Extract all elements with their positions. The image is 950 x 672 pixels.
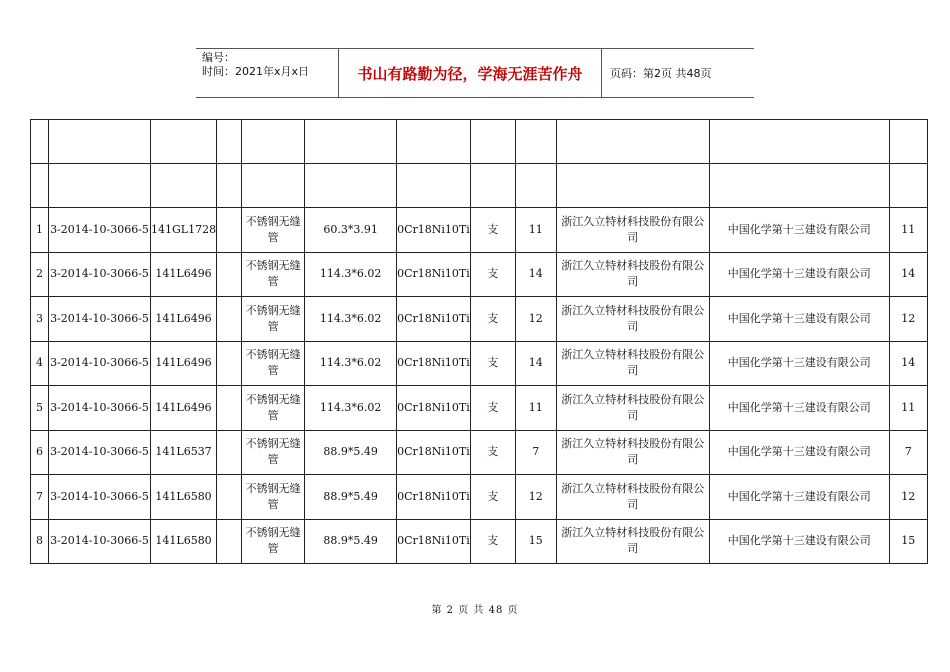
empty-cell-cell <box>217 475 242 520</box>
quantity-cell: 11 <box>515 386 556 431</box>
quantity-cell: 11 <box>515 208 556 253</box>
material-cell: 0Cr18Ni10Ti <box>397 519 471 564</box>
project-code-cell: 3-2014-10-3066-5 <box>49 297 151 342</box>
total-cell: 7 <box>889 430 927 475</box>
spec-cell: 114.3*6.02 <box>305 297 397 342</box>
row-number-cell: 8 <box>31 519 49 564</box>
project-code-cell: 3-2014-10-3066-5 <box>49 341 151 386</box>
material-cell: 0Cr18Ni10Ti <box>397 208 471 253</box>
row-number-cell: 2 <box>31 252 49 297</box>
project-code-cell: 3-2014-10-3066-5 <box>49 386 151 431</box>
project-code-cell: 3-2014-10-3066-5 <box>49 208 151 253</box>
unit-cell: 支 <box>470 341 515 386</box>
unit-cell: 支 <box>470 297 515 342</box>
table-row <box>31 475 928 520</box>
empty-cell-cell <box>217 386 242 431</box>
header-motto: 书山有路勤为径，学海无涯苦作舟 <box>357 64 583 83</box>
product-name-cell: 不锈钢无缝管 <box>242 252 305 297</box>
header-row-empty <box>31 120 928 164</box>
table-row <box>31 386 928 431</box>
table-row <box>31 519 928 564</box>
empty-cell-cell <box>217 252 242 297</box>
manufacturer-cell: 浙江久立特材科技股份有限公司 <box>556 252 709 297</box>
builder-cell: 中国化学第十三建设有限公司 <box>709 386 889 431</box>
quantity-cell: 12 <box>515 475 556 520</box>
unit-cell: 支 <box>470 475 515 520</box>
unit-cell: 支 <box>470 386 515 431</box>
builder-cell: 中国化学第十三建设有限公司 <box>709 341 889 386</box>
quantity-cell: 14 <box>515 341 556 386</box>
batch-number-cell: 141L6496 <box>151 297 217 342</box>
page-footer: 第 2 页 共 48 页 <box>431 605 519 616</box>
row-number-cell: 6 <box>31 430 49 475</box>
material-cell: 0Cr18Ni10Ti <box>397 341 471 386</box>
header-meta <box>202 51 309 79</box>
quantity-cell: 14 <box>515 252 556 297</box>
total-cell: 11 <box>889 386 927 431</box>
table-row <box>31 341 928 386</box>
quantity-cell: 15 <box>515 519 556 564</box>
product-name-cell: 不锈钢无缝管 <box>242 519 305 564</box>
product-name-cell: 不锈钢无缝管 <box>242 341 305 386</box>
total-cell: 14 <box>889 341 927 386</box>
material-cell: 0Cr18Ni10Ti <box>397 386 471 431</box>
table-row <box>31 297 928 342</box>
manufacturer-cell: 浙江久立特材科技股份有限公司 <box>556 430 709 475</box>
product-name-cell: 不锈钢无缝管 <box>242 386 305 431</box>
unit-cell: 支 <box>470 208 515 253</box>
material-cell: 0Cr18Ni10Ti <box>397 475 471 520</box>
total-cell: 12 <box>889 297 927 342</box>
product-name-cell: 不锈钢无缝管 <box>242 297 305 342</box>
project-code-cell: 3-2014-10-3066-5 <box>49 519 151 564</box>
spec-cell: 88.9*5.49 <box>305 475 397 520</box>
material-cell: 0Cr18Ni10Ti <box>397 430 471 475</box>
builder-cell: 中国化学第十三建设有限公司 <box>709 252 889 297</box>
table-row <box>31 252 928 297</box>
material-cell: 0Cr18Ni10Ti <box>397 252 471 297</box>
unit-cell: 支 <box>470 430 515 475</box>
manufacturer-cell: 浙江久立特材科技股份有限公司 <box>556 386 709 431</box>
manufacturer-cell: 浙江久立特材科技股份有限公司 <box>556 475 709 520</box>
empty-cell-cell <box>217 430 242 475</box>
number-label: 编号： <box>202 51 235 64</box>
empty-cell-cell <box>217 519 242 564</box>
material-cell: 0Cr18Ni10Ti <box>397 297 471 342</box>
batch-number-cell: 141L6580 <box>151 475 217 520</box>
unit-cell: 支 <box>470 519 515 564</box>
manufacturer-cell: 浙江久立特材科技股份有限公司 <box>556 519 709 564</box>
batch-number-cell: 141L6537 <box>151 430 217 475</box>
spec-cell: 60.3*3.91 <box>305 208 397 253</box>
spec-cell: 88.9*5.49 <box>305 519 397 564</box>
row-number-cell: 3 <box>31 297 49 342</box>
batch-number-cell: 141L6496 <box>151 341 217 386</box>
builder-cell: 中国化学第十三建设有限公司 <box>709 297 889 342</box>
document-header <box>196 48 754 98</box>
header-page-label: 页码：第2页 共48页 <box>610 67 712 80</box>
total-cell: 11 <box>889 208 927 253</box>
spec-cell: 88.9*5.49 <box>305 430 397 475</box>
product-name-cell: 不锈钢无缝管 <box>242 475 305 520</box>
manufacturer-cell: 浙江久立特材科技股份有限公司 <box>556 341 709 386</box>
project-code-cell: 3-2014-10-3066-5 <box>49 252 151 297</box>
total-cell: 15 <box>889 519 927 564</box>
empty-cell-cell <box>217 297 242 342</box>
empty-cell-cell <box>217 341 242 386</box>
product-name-cell: 不锈钢无缝管 <box>242 208 305 253</box>
batch-number-cell: 141GL1728 <box>151 208 217 253</box>
total-cell: 12 <box>889 475 927 520</box>
header-row-empty <box>31 164 928 208</box>
builder-cell: 中国化学第十三建设有限公司 <box>709 519 889 564</box>
manufacturer-cell: 浙江久立特材科技股份有限公司 <box>556 208 709 253</box>
batch-number-cell: 141L6496 <box>151 252 217 297</box>
table-row <box>31 208 928 253</box>
time-label: 时间：2021年x月x日 <box>202 65 310 78</box>
batch-number-cell: 141L6496 <box>151 386 217 431</box>
builder-cell: 中国化学第十三建设有限公司 <box>709 430 889 475</box>
header-divider <box>601 49 602 97</box>
row-number-cell: 7 <box>31 475 49 520</box>
spec-cell: 114.3*6.02 <box>305 386 397 431</box>
quantity-cell: 7 <box>515 430 556 475</box>
row-number-cell: 1 <box>31 208 49 253</box>
row-number-cell: 4 <box>31 341 49 386</box>
total-cell: 14 <box>889 252 927 297</box>
material-table <box>30 119 928 564</box>
builder-cell: 中国化学第十三建设有限公司 <box>709 208 889 253</box>
manufacturer-cell: 浙江久立特材科技股份有限公司 <box>556 297 709 342</box>
spec-cell: 114.3*6.02 <box>305 341 397 386</box>
builder-cell: 中国化学第十三建设有限公司 <box>709 475 889 520</box>
project-code-cell: 3-2014-10-3066-5 <box>49 430 151 475</box>
product-name-cell: 不锈钢无缝管 <box>242 430 305 475</box>
row-number-cell: 5 <box>31 386 49 431</box>
table-row <box>31 430 928 475</box>
quantity-cell: 12 <box>515 297 556 342</box>
batch-number-cell: 141L6580 <box>151 519 217 564</box>
empty-cell-cell <box>217 208 242 253</box>
unit-cell: 支 <box>470 252 515 297</box>
spec-cell: 114.3*6.02 <box>305 252 397 297</box>
project-code-cell: 3-2014-10-3066-5 <box>49 475 151 520</box>
